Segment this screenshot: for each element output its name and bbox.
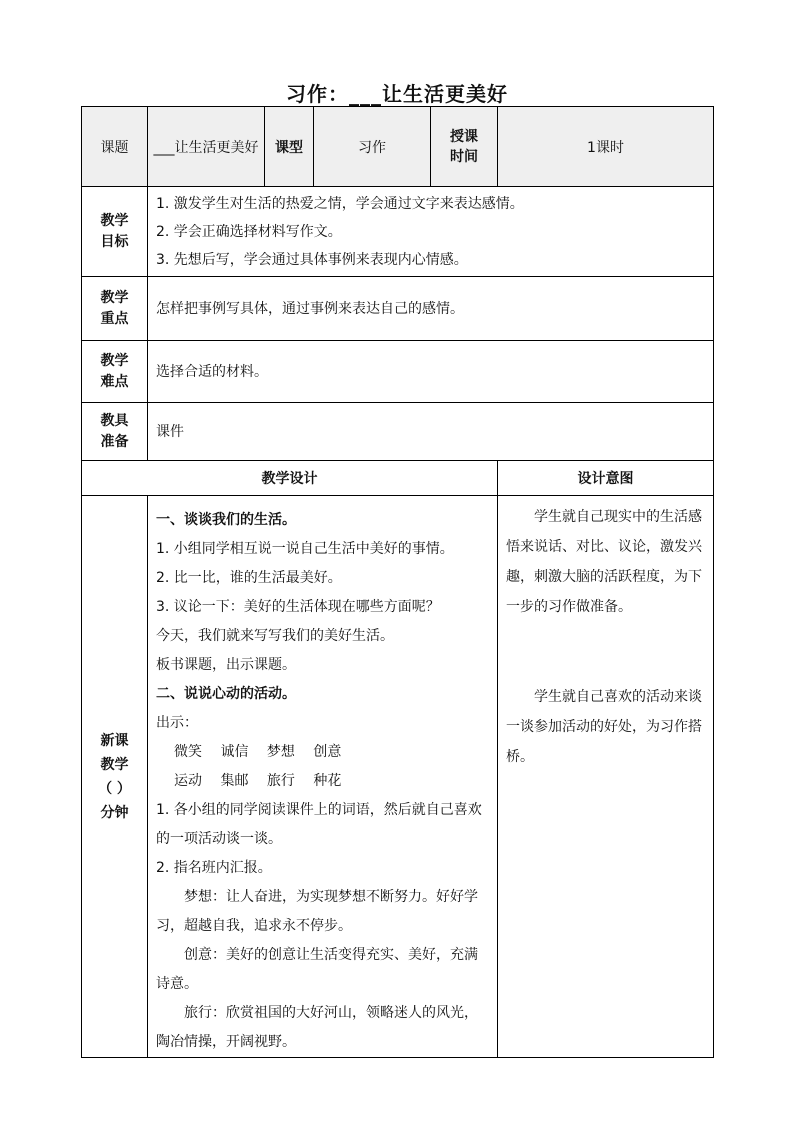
tools-label: 教具准备	[82, 403, 148, 461]
design-head: 教学设计	[82, 461, 498, 496]
type-label: 课型	[265, 107, 314, 187]
creative-text: 创意：美好的创意让生活变得充实、美好，充满诗意。	[156, 947, 478, 992]
part1-item: 1. 小组同学相互说一说自己生活中美好的事情。	[156, 541, 454, 557]
part2-item: 1. 各小组的同学阅读课件上的词语，然后就自己喜欢的一项活动谈一谈。	[156, 802, 482, 847]
part2-title: 二、说说心动的活动。	[156, 686, 296, 702]
goals-content	[148, 187, 714, 277]
intent-content	[498, 496, 714, 1058]
intent-paragraph: 学生就自己喜欢的活动来谈一谈参加活动的好处，为习作搭桥。	[506, 689, 702, 765]
intent-head: 设计意图	[498, 461, 714, 496]
lesson-plan-table	[81, 106, 714, 1058]
words-row: 运动 集邮 旅行 种花	[174, 773, 342, 789]
goal-item: 1. 激发学生对生活的热爱之情，学会通过文字来表达感情。	[156, 195, 524, 212]
document-title: 习作：___让生活更美好	[286, 82, 508, 106]
part1-text: 今天，我们就来写写我们的美好生活。	[156, 628, 394, 644]
tools-content: 课件	[148, 403, 714, 461]
focus-content: 怎样把事例写具体，通过事例来表达自己的感情。	[148, 277, 714, 341]
goals-row	[82, 187, 714, 277]
words-row: 微笑 诚信 梦想 创意	[174, 744, 342, 760]
difficulty-content: 选择合适的材料。	[148, 341, 714, 403]
part2-item: 2. 指名班内汇报。	[156, 860, 272, 876]
stage-label: 新课教学（ ）分钟	[82, 496, 148, 1058]
topic-value: ___让生活更美好	[148, 107, 265, 187]
time-label: 授课时间	[431, 107, 498, 187]
new-lesson-row	[82, 496, 714, 1058]
part1-item: 2. 比一比，谁的生活最美好。	[156, 570, 342, 586]
topic-label: 课题	[82, 107, 148, 187]
focus-label: 教学重点	[82, 277, 148, 341]
section-head-row	[82, 461, 714, 496]
type-value: 习作	[314, 107, 431, 187]
part1-text: 板书课题，出示课题。	[156, 657, 296, 673]
intent-paragraph: 学生就自己现实中的生活感悟来说话、对比、议论，激发兴趣，刺激大脑的活跃程度，为下一步的习作做准备。	[506, 509, 702, 615]
tools-row	[82, 403, 714, 461]
design-content	[148, 496, 498, 1058]
difficulty-row	[82, 341, 714, 403]
time-value: 1课时	[498, 107, 714, 187]
header-row	[82, 107, 714, 187]
show-label: 出示：	[156, 715, 198, 731]
part1-title: 一、谈谈我们的生活。	[156, 512, 296, 528]
dream-text: 梦想：让人奋进，为实现梦想不断努力。好好学习，超越自我，追求永不停步。	[156, 889, 478, 934]
travel-text: 旅行：欣赏祖国的大好河山，领略迷人的风光，陶冶情操，开阔视野。	[156, 1005, 478, 1050]
part1-item: 3. 议论一下：美好的生活体现在哪些方面呢？	[156, 599, 440, 615]
goal-item: 3. 先想后写，学会通过具体事例来表现内心情感。	[156, 251, 468, 268]
difficulty-label: 教学难点	[82, 341, 148, 403]
focus-row	[82, 277, 714, 341]
goal-item: 2. 学会正确选择材料写作文。	[156, 223, 342, 240]
goals-label: 教学目标	[82, 187, 148, 277]
